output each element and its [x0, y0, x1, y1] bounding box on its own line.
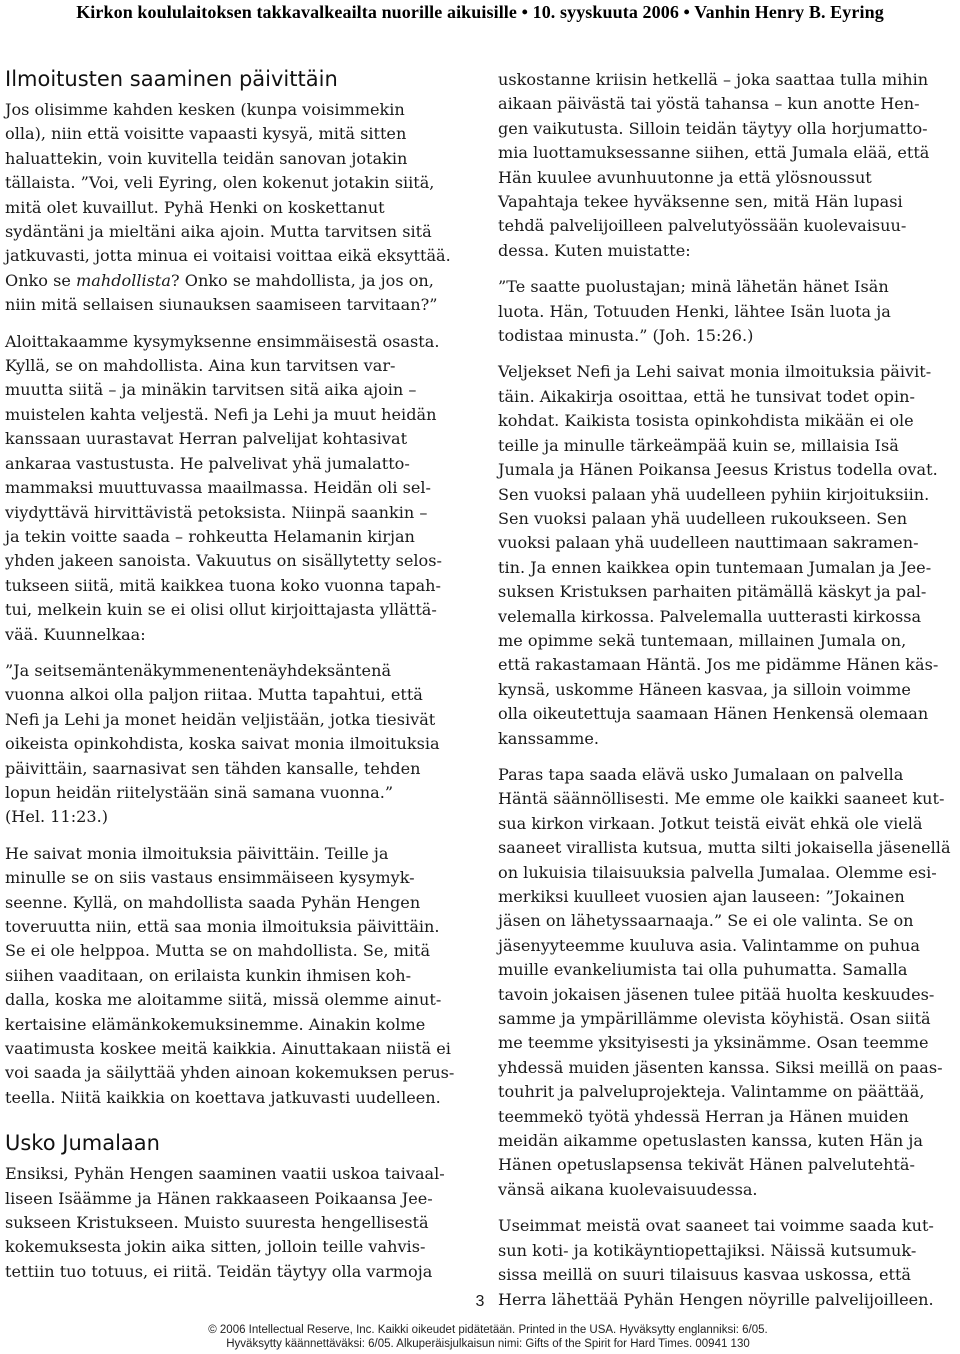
- footer-line: Hyväksytty käännettäväksi: 6/05. Alkuperäisjulkaisun nimi: Gifts of the Spirit for Hard Times. 00941 130: [226, 1338, 750, 1350]
- paragraph: Paras tapa saada elävä usko Jumalaan on palvella Häntä säännöllisesti. Me emme ole kaikki saaneet kut- sua kirkon virkaan. Jotkut teistä eivät ehkä ole vielä saaneet virallista kutsua, mutta silti jokaisella jäsenellä on lukuisia tilaisuuksia palvella Jumalaa. Olemme esi- merkiksi kuulleet vuosien ajan lauseen: ”Jokainen jäsen on lähetyssaarnaaja.” Se ei ole valinta. Se on jäsenyyteemme kuuluva asia. Valintamme on puhua muille evankeliumista tai olla puhumatta. Samalla tavoin jokaisen jäsenen tulee pitää huolta keskuudes- samme ja ympärillämme olevista köyhistä. Osan siitä me teemme yksityisesti ja yksinämme. Osan teemme yhdessä muiden jäsenten kanssa. Siksi meillä on paas- touhrit ja palveluprojekteja. Valintamme on päättää, teemmekö työtä yhdessä Herran ja Hänen muiden meidän aikamme opetuslasten kanssa, kuten Hän ja Hänen opetuslapsensa tekivät Hänen palvelutehtä- vänsä aikana kuolevaisuudessa.: [498, 764, 951, 1199]
- scripture-quote: ”Te saatte puolustajan; minä lähetän hänet Isän luota. Hän, Totuuden Henki, lähtee Isän luota ja todistaa minusta.” (Joh. 15:26.): [498, 277, 891, 346]
- paragraph: uskostanne kriisin hetkellä – joka saattaa tulla mihin aikaan päivästä tai yöstä tahansa – kun anotte Hen- gen vaikutusta. Silloin teidän täytyy olla horjumatto- mia luottamuksessanne siihen, että Jumala elää, että Hän kuulee avunhuutonne ja että ylösnoussut Vapahtaja tekee hyväksenne sen, mitä Hän lupasi tehdä palvelijoilleen palvelutyössään kuolevaisuu- dessa. Kuten muistatte:: [498, 70, 930, 260]
- paragraph: Aloittakaamme kysymyksenne ensimmäisestä osasta. Kyllä, se on mahdollista. Aina kun tarvitsen var- muutta siitä – ja minäkin tarvitsen sitä aika ajoin – muistelen kahta veljestä. Nefi ja Lehi ja muut heidän kanssaan uurastavat Herran palvelijat kohtasivat ankaraa vastustusta. He palvelivat yhä jumalatto- mammaksi muuttuvassa maailmassa. Heidän oli sel- viydyttävä hirvittävistä petoksista. Niinpä saankin – ja tekin voitte saada – rohkeutta Helamanin kirjan yhden jakeen sanoista. Vakuutus on sisällytetty selos- tukseen siitä, mitä kaikkea tuona koko vuonna tapah- tui, melkein kuin se ei olisi ollut kirjoittajasta yllättä- vää. Kuunnelkaa:: [5, 331, 442, 644]
- paragraph: Veljekset Nefi ja Lehi saivat monia ilmoituksia päivit- täin. Aikakirja osoittaa, että he tunsivat todet opin- kohdat. Kaikista tosista opinkohdista mikään ei ole teille ja minulle tärkeämpää kuin se, millaisia Isä Jumala ja Hänen Poikansa Jeesus Kristus todella ovat. Sen vuoksi palaan yhä uudelleen pyhiin kirjoituksiin. Sen vuoksi palaan yhä uudelleen rukoukseen. Sen vuoksi palaan yhä uudelleen nauttimaan sakramen- tin. Ja ennen kaikkea opin tuntemaan Jumalan ja Jee- suksen Kristuksen parhaiten pitämällä käskyt ja pal- velemalla kirkossa. Palvelemalla uutterasti kirkossa me opimme sekä tuntemaan, millainen Jumala on, että rakastamaan Häntä. Jos me pidämme Hänen käs- kynsä, uskomme Häneen kasvaa, ja silloin voimme olla oikeutettuja saamaan Hänen Henkensä olemaan kanssamme.: [498, 362, 939, 748]
- paragraph: Useimmat meistä ovat saaneet tai voimme saada kut- sun koti- ja kotikäyntiopettajiksi. Näissä kutsumuk- sissa meillä on suuri tilaisuus kasvaa uskossa, että Herra lähettää Pyhän Hengen nöyrille palvelijoilleen.: [498, 1216, 934, 1309]
- section-heading-faith-in-god: Usko Jumalaan: [5, 1131, 160, 1156]
- footer-line: © 2006 Intellectual Reserve, Inc. Kaikki oikeudet pidätetään. Printed in the USA. Hyväksytty englanniksi: 6/05.: [208, 1324, 768, 1336]
- copyright-footer: [188, 1323, 788, 1351]
- paragraph: Ensiksi, Pyhän Hengen saaminen vaatii uskoa taivaal- liseen Isäämme ja Hänen rakkaaseen Poikaansa Jee- sukseen Kristukseen. Muisto suuresta hengellisestä kokemuksesta jokin aika sitten, jolloin teille vahvis- tettiin tuo totuus, ei riitä. Teidän täytyy olla varmoja: [5, 1164, 445, 1281]
- paragraph: [5, 98, 463, 318]
- paragraph-text: Jos olisimme kahden kesken (kunpa voisimmekin olla), niin että voisitte vapaasti kysyä, mitä sitten haluattekin, voin kuvitella teidän sanovan jotakin tällaista. ”Voi, veli Eyring, olen kokenut jotakin siitä, mitä olet kuvaillut. Pyhä Henki on koskettanut sydäntäni ja mieltäni aika ajoin. Mutta tarvitsen sitä jatkuvasti, jotta minua ei voitaisi voittaa eikä eksyttää. Onko se: [5, 100, 451, 290]
- running-header: Kirkon koululaitoksen takkavalkeailta nuorille aikuisille • 10. syyskuuta 2006 • Vanhin Henry B. Eyring: [76, 2, 884, 22]
- section-heading-daily-revelation: Ilmoitusten saaminen päivittäin: [5, 67, 338, 91]
- right-column: [498, 68, 956, 1324]
- page-number: 3: [475, 1293, 485, 1310]
- left-column: [5, 66, 463, 1296]
- emphasis-text: mahdollista: [76, 270, 171, 290]
- paragraph-text: ? Onko se mahdollista, ja jos on, niin mitä sellaisen siunauksen saamiseen tarvitaan?”: [5, 270, 438, 315]
- paragraph: He saivat monia ilmoituksia päivittäin. Teille ja minulle se on siis vastaus ensimmäiseen kysymyk- seenne. Kyllä, on mahdollista saada Pyhän Hengen toveruutta niin, että saa monia ilmoituksia päivittäin. Se ei ole helppoa. Mutta se on mahdollista. Se, mitä siihen vaaditaan, on erilaista kunkin ihmisen koh- dalla, koska me aloitamme siitä, missä olemme ainut- kertaisine elämänkokemuksinemme. Ainakin kolme vaatimusta koskee meitä kaikkia. Ainuttakaan niistä ei voi saada ja säilyttää yhden ainoan kokemuksen perus- teella. Niitä kaikkia on koettava jatkuvasti uudelleen.: [5, 843, 455, 1107]
- scripture-quote: ”Ja seitsemäntenäkymmenentenäyhdeksäntenä vuonna alkoi olla paljon riitaa. Mutta tapahtui, että Nefi ja Lehi ja monet heidän veljistään, jotka tiesivät oikeista opinkohdista, koska saivat monia ilmoituksia päivittäin, saarnasivat sen tähden kansalle, tehden lopun heidän riitelystään sinä samana vuonna.” (Hel. 11:23.): [5, 660, 440, 827]
